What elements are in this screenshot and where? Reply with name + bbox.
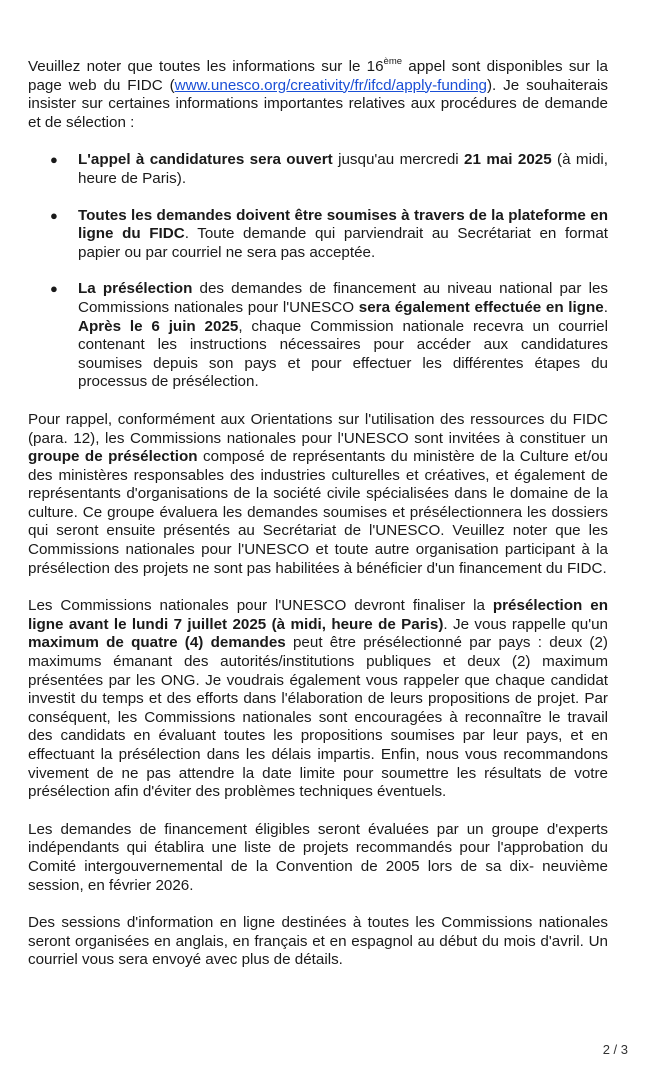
intro-paragraph: Veuillez noter que toutes les informations sur le 16ème appel sont disponibles sur la page web du FIDC (www.unesco.org/creativity/fr/ifcd/apply-funding). Je souhaiterais insister sur certaines informations importantes relatives aux procédures de demande et de sélection :: [28, 56, 609, 131]
preselection-group-paragraph: Pour rappel, conformément aux Orientations sur l'utilisation des ressources du FIDC (para. 12), les Commissions nationales pour l'UNESCO sont invitées à constituer un groupe de présélection composé de représentants du ministère de la Culture et/ou des ministères responsables des industries culturelles et créatives, et également de représentants d'organisations de la société civile spécialisées dans le domaine de la culture. Ce groupe évaluera les demandes soumises et présélectionnera les dossiers qui seront ensuite présentés au Secrétariat de l'UNESCO. Veuillez noter que les Commissions nationales pour l'UNESCO et toute autre organisation participant à la présélection des projets ne sont pas habilitées à bénéficier d'un financement du FIDC.: [28, 410, 608, 577]
deadline-paragraph: Les Commissions nationales pour l'UNESCO devront finaliser la présélection en ligne avant le lundi 7 juillet 2025 (à midi, heure de Paris). Je vous rappelle qu'un maximum de quatre (4) demandes peut être présélectionné par pays : deux (2) maximums émanant des autorités/institutions publiques et deux (2) maximum présentées par les ONG. Je voudrais également vous rappeler que chaque candidat investit du temps et des efforts dans l'élaboration de leurs propositions de projet. Par conséquent, les Commissions nationales sont encouragées à reconnaître le travail des candidats en évaluant toutes les propositions soumises par leur pays, et en effectuant la présélection dans les délais impartis. Enfin, nous vous recommandons vivement de ne pas attendre la date limite pour soumettre les résultats de votre présélection afin d'éviter des problèmes techniques éventuels.: [28, 597, 608, 801]
info-sessions-paragraph: Des sessions d'information en ligne destinées à toutes les Commissions nationales seront organisées en anglais, en français et en espagnol au début du mois d'avril. Un courriel vous sera envoyé avec plus de détails.: [28, 914, 608, 969]
bullet-icon: ●: [50, 152, 58, 168]
page-number: 2 / 3: [602, 1042, 628, 1057]
list-item: ● Toutes les demandes doivent être soumises à travers de la plateforme en ligne du FIDC. Toute demande qui parviendrait au Secrétariat en format papier ou par courriel ne sera pas acceptée.: [50, 206, 608, 261]
bullet-icon: ●: [50, 207, 58, 223]
superscript-ordinal: ème: [383, 56, 403, 67]
bullet-icon: ●: [50, 281, 58, 297]
evaluation-paragraph: Les demandes de financement éligibles seront évaluées par un groupe d'experts indépendants qui établira une liste de projets recommandés pour l'approbation du Comité intergouvernemental de la Convention de 2005 lors de sa dix- neuvième session, en février 2026.: [28, 820, 608, 894]
key-points-list: [28, 151, 608, 392]
list-item: ● L'appel à candidatures sera ouvert jusqu'au mercredi 21 mai 2025 (à midi, heure de Paris).: [50, 151, 609, 187]
funding-page-link[interactable]: www.unesco.org/creativity/fr/ifcd/apply-funding: [174, 76, 487, 94]
list-item: ● La présélection des demandes de financement au niveau national par les Commissions nationales pour l'UNESCO sera également effectuée en ligne. Après le 6 juin 2025, chaque Commission nationale recevra un courriel contenant les instructions nécessaires pour accéder aux candidatures soumises depuis son pays et pour effectuer les différentes étapes du processus de présélection.: [50, 280, 609, 391]
